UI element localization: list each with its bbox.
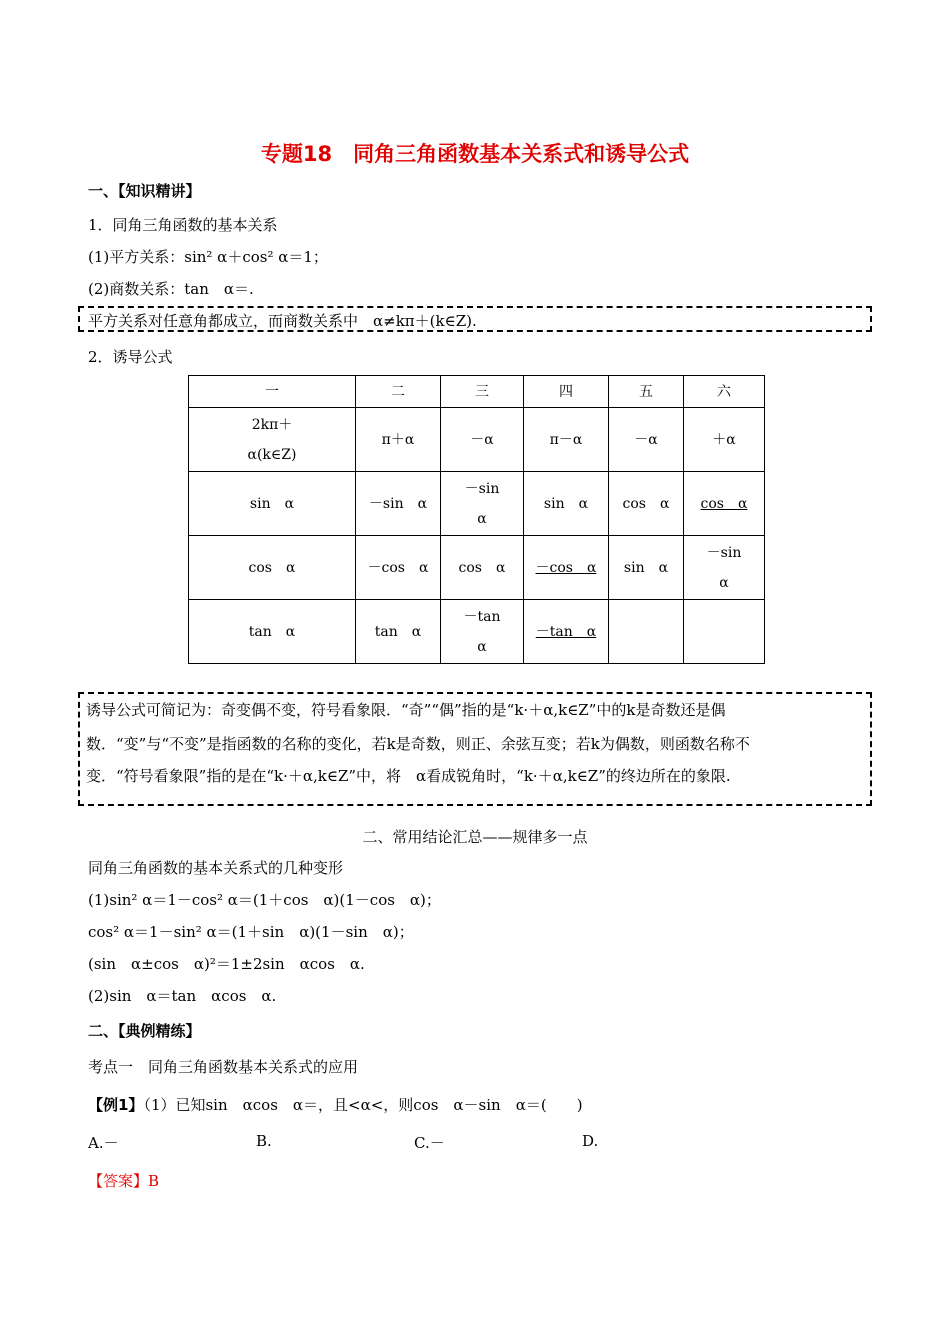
item-basic-relation: 1．同角三角函数的基本关系 — [88, 216, 278, 234]
formula-line: (2)sin α＝tan αcos α. — [88, 987, 277, 1005]
table-cell: tan α — [189, 600, 356, 664]
note-induction-line: 诱导公式可简记为：奇变偶不变，符号看象限．“奇”“偶”指的是“k·＋α,k∈Z”中的k是奇数还是偶 — [86, 701, 726, 719]
table-header: 三 — [441, 376, 524, 408]
table-cell: ＋α — [684, 408, 765, 472]
note-induction-line: 变．“符号看象限”指的是在“k·＋α,k∈Z”中，将 α看成锐角时，“k·＋α,k∈Z”的终边所在的象限. — [86, 767, 731, 785]
variants-intro: 同角三角函数的基本关系式的几种变形 — [88, 859, 344, 877]
induction-table — [188, 375, 765, 664]
example-question — [88, 1094, 583, 1115]
table-row — [189, 408, 765, 472]
table-cell: cos α — [684, 472, 765, 536]
item-induction: 2．诱导公式 — [88, 348, 173, 366]
table-row — [189, 600, 765, 664]
formula-line: cos² α＝1－sin² α＝(1＋sin α)(1－sin α)； — [88, 923, 414, 941]
formula-line: (1)sin² α＝1－cos² α＝(1＋cos α)(1－cos α)； — [88, 891, 441, 909]
table-cell: cos α — [609, 472, 684, 536]
section-heading-examples: 二、【典例精练】 — [88, 1022, 201, 1040]
example-text: （1）已知sin αcos α＝，且<α<，则cos α－sin α＝( ) — [143, 1096, 583, 1114]
table-cell: －sin α — [356, 472, 441, 536]
table-cell: －α — [609, 408, 684, 472]
table-cell: －α — [441, 408, 524, 472]
note-induction-line: 数．“变”与“不变”是指函数的名称的变化，若k是奇数，则正、余弦互变；若k为偶数，则函数名称不 — [86, 735, 750, 753]
note-quotient-text: 平方关系对任意角都成立，而商数关系中 α≠kπ＋(k∈Z). — [88, 312, 477, 330]
example-label: 【例1】 — [88, 1096, 144, 1114]
table-cell: sin α — [609, 536, 684, 600]
table-header: 二 — [356, 376, 441, 408]
square-relation: (1)平方关系：sin² α＋cos² α＝1； — [88, 248, 328, 266]
table-cell — [684, 600, 765, 664]
table-header: 四 — [524, 376, 609, 408]
table-row — [189, 472, 765, 536]
page-title: 专题18 同角三角函数基本关系式和诱导公式 — [260, 142, 690, 166]
section-heading-conclusions: 二、常用结论汇总——规律多一点 — [362, 828, 588, 846]
answer-label: 【答案】 — [88, 1172, 149, 1190]
option-d: D. — [582, 1132, 599, 1150]
table-header-row — [189, 376, 765, 408]
table-row — [189, 536, 765, 600]
table-header: 一 — [189, 376, 356, 408]
table-header: 六 — [684, 376, 765, 408]
quotient-relation: (2)商数关系：tan α＝. — [88, 280, 254, 298]
table-cell: cos α — [441, 536, 524, 600]
table-cell: π＋α — [356, 408, 441, 472]
option-c: C.－ — [414, 1134, 445, 1152]
option-b: B. — [256, 1132, 272, 1150]
option-a: A.－ — [88, 1134, 119, 1152]
table-header: 五 — [609, 376, 684, 408]
table-cell — [609, 600, 684, 664]
table-cell: sin α — [189, 472, 356, 536]
table-cell: cos α — [189, 536, 356, 600]
section-heading-knowledge: 一、【知识精讲】 — [88, 182, 201, 200]
formula-line: (sin α±cos α)²＝1±2sin αcos α. — [88, 955, 365, 973]
table-cell: －tan α — [441, 600, 524, 664]
answer-value: B — [148, 1172, 160, 1190]
table-cell: －sin α — [684, 536, 765, 600]
table-cell: tan α — [356, 600, 441, 664]
table-cell: －tan α — [524, 600, 609, 664]
topic-title: 考点一 同角三角函数基本关系式的应用 — [88, 1058, 359, 1076]
table-cell: －cos α — [356, 536, 441, 600]
table-cell: sin α — [524, 472, 609, 536]
table-cell: 2kπ＋ α(k∈Z) — [189, 408, 356, 472]
answer — [88, 1170, 159, 1191]
table-cell: －cos α — [524, 536, 609, 600]
table-cell: －sin α — [441, 472, 524, 536]
table-cell: π－α — [524, 408, 609, 472]
